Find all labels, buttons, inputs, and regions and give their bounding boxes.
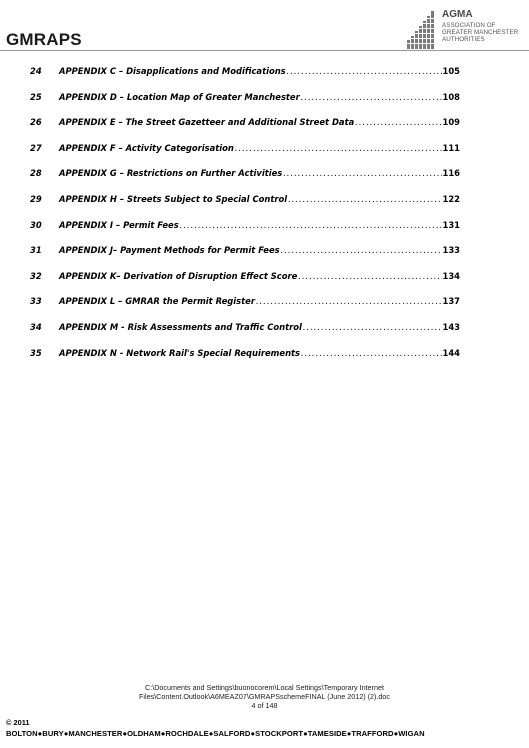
header-divider (0, 50, 529, 51)
agma-logo (405, 6, 525, 50)
toc-leader (256, 296, 442, 306)
toc-number: 32 (30, 270, 42, 281)
toc-entry[interactable] (30, 322, 460, 348)
toc-leader (235, 143, 442, 153)
toc-leader (298, 271, 441, 281)
toc-title: APPENDIX F – Activity Categorisation (59, 142, 234, 153)
logo-name: AGMA (442, 9, 473, 20)
toc-entry[interactable] (30, 117, 460, 143)
toc-entry[interactable] (30, 348, 460, 374)
toc-title: APPENDIX M - Risk Assessments and Traffic Control (59, 321, 302, 332)
toc-entry[interactable] (30, 245, 460, 271)
toc-entry[interactable] (30, 296, 460, 322)
borough-list: BOLTON●BURY●MANCHESTER●OLDHAM●ROCHDALE●SALFORD●STOCKPORT●TAMESIDE●TRAFFORD●WIGAN (6, 729, 425, 738)
toc-number: 35 (30, 347, 42, 358)
toc-page-number: 137 (442, 296, 460, 307)
toc-page-number: 143 (442, 321, 460, 332)
logo-line-3: AUTHORITIES (442, 36, 485, 43)
toc-number: 29 (30, 193, 42, 204)
toc-leader (301, 348, 441, 358)
toc-number: 34 (30, 321, 42, 332)
toc-number: 27 (30, 142, 42, 153)
toc-title: APPENDIX E – The Street Gazetteer and Additional Street Data (59, 117, 355, 128)
toc-title: APPENDIX I – Permit Fees (59, 219, 179, 230)
copyright: © 2011 (6, 718, 30, 727)
toc-entry[interactable] (30, 66, 460, 92)
file-path-line-1: C:\Documents and Settings\buonocorem\Local Settings\Temporary Internet (145, 683, 384, 692)
toc-entry[interactable] (30, 220, 460, 246)
toc-title: APPENDIX H – Streets Subject to Special Control (59, 193, 288, 204)
toc-leader (283, 168, 441, 178)
toc-number: 26 (30, 117, 42, 128)
table-of-contents (30, 66, 460, 373)
toc-leader (287, 66, 442, 76)
toc-number: 30 (30, 219, 42, 230)
toc-title: APPENDIX C – Disapplications and Modifications (59, 66, 286, 76)
toc-page-number: 134 (442, 270, 460, 281)
toc-number: 25 (30, 91, 42, 102)
toc-leader (281, 245, 442, 255)
document-title: GMRAPS (6, 30, 82, 49)
toc-page-number: 133 (442, 245, 460, 256)
toc-leader (303, 322, 442, 332)
toc-page-number: 109 (442, 117, 460, 128)
toc-number: 28 (30, 168, 42, 179)
page-number: 4 of 148 (251, 701, 278, 710)
toc-title: APPENDIX J– Payment Methods for Permit Fees (59, 245, 280, 256)
toc-number: 24 (30, 66, 42, 76)
toc-entry[interactable] (30, 271, 460, 297)
toc-leader (288, 194, 441, 204)
toc-page-number: 108 (442, 91, 460, 102)
logo-line-2: GREATER MANCHESTER (442, 29, 519, 36)
logo-line-1: ASSOCIATION OF (442, 22, 496, 29)
toc-number: 33 (30, 296, 42, 307)
toc-page-number: 111 (442, 142, 460, 153)
toc-leader (301, 92, 442, 102)
toc-page-number: 122 (442, 193, 460, 204)
toc-page-number: 144 (442, 347, 460, 358)
toc-entry[interactable] (30, 194, 460, 220)
agma-logo-icon (405, 10, 437, 50)
toc-title: APPENDIX K– Derivation of Disruption Effect Score (59, 270, 298, 281)
toc-leader (180, 220, 442, 230)
toc-page-number: 131 (442, 219, 460, 230)
toc-title: APPENDIX G – Restrictions on Further Activities (59, 168, 283, 179)
toc-number: 31 (30, 245, 42, 256)
file-path-line-2: Files\Content.Outlook\A6MEAZ07\GMRAPSschemeFINAL (June 2012) (2).doc (138, 692, 390, 701)
toc-entry[interactable] (30, 92, 460, 118)
toc-leader (355, 117, 441, 127)
toc-title: APPENDIX N - Network Rail's Special Requirements (59, 347, 301, 358)
toc-entry[interactable] (30, 143, 460, 169)
toc-title: APPENDIX D – Location Map of Greater Manchester (59, 91, 300, 102)
toc-title: APPENDIX L – GMRAR the Permit Register (59, 296, 255, 307)
toc-page-number: 116 (442, 168, 460, 179)
toc-page-number: 105 (442, 66, 460, 76)
toc-entry[interactable] (30, 168, 460, 194)
